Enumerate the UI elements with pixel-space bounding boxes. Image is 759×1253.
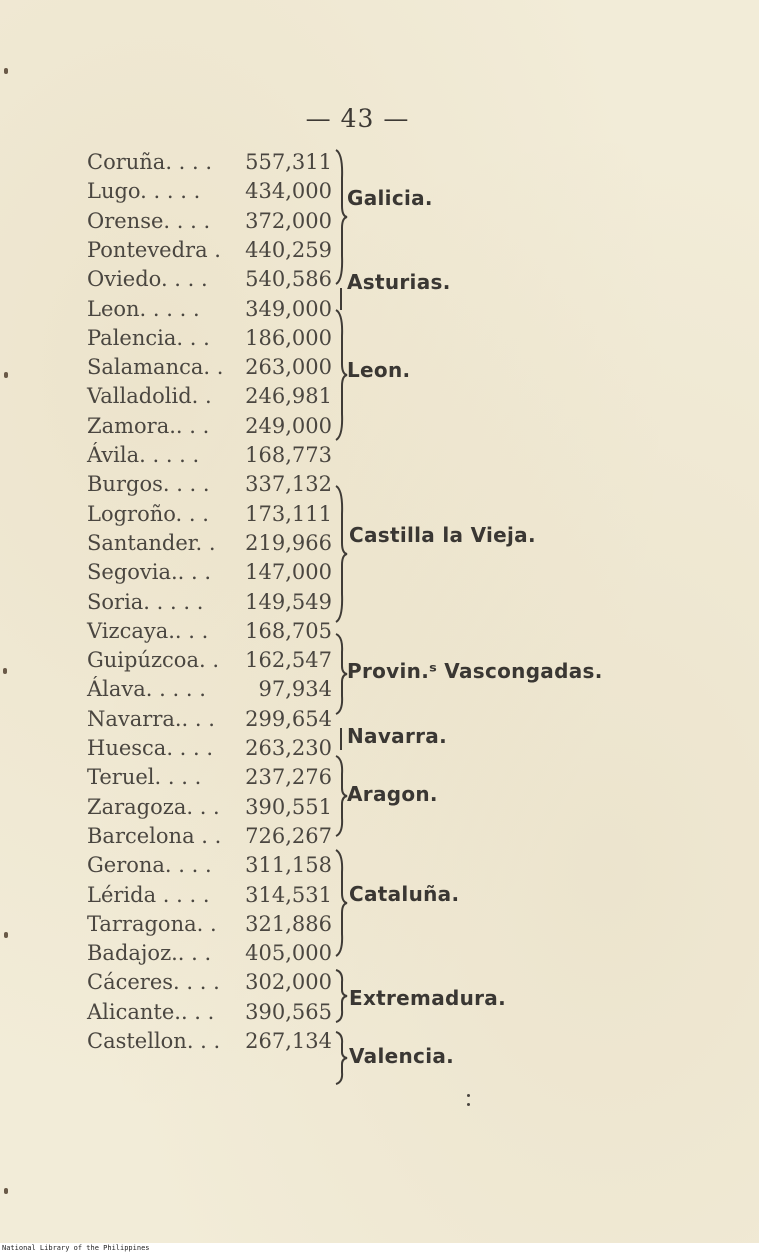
province-name: Castellon. . .	[87, 1029, 221, 1053]
province-name: Zamora.. . .	[87, 414, 210, 438]
population-value: 237,276	[245, 765, 332, 789]
province-name: Lérida . . . .	[87, 883, 210, 907]
population-value: 349,000	[245, 297, 332, 321]
population-value: 162,547	[245, 648, 332, 672]
province-name: Barcelona . .	[87, 824, 222, 848]
province-name: Leon. . . . .	[87, 297, 200, 321]
population-value: 726,267	[245, 824, 332, 848]
province-name: Palencia. . .	[87, 326, 210, 350]
population-value: 440,259	[245, 238, 332, 262]
province-name: Zaragoza. . .	[87, 795, 220, 819]
population-value: 173,111	[245, 502, 332, 526]
population-value: 168,705	[245, 619, 332, 643]
province-name: Alicante.. . .	[87, 1000, 215, 1024]
province-name: Logroño. . .	[87, 502, 209, 526]
population-value: 434,000	[245, 179, 332, 203]
province-name: Badajoz.. . .	[87, 941, 212, 965]
province-name: Soria. . . . .	[87, 590, 204, 614]
colon-mark-top	[467, 1094, 470, 1097]
region-label-aragon: Aragon.	[347, 782, 438, 806]
province-name: Huesca. . . .	[87, 736, 214, 760]
brace-vascongadas	[334, 632, 344, 716]
region-label-leon: Leon.	[347, 358, 411, 382]
region-label-valencia: Valencia.	[349, 1044, 455, 1068]
region-label-extremadura: Extremadura.	[349, 986, 506, 1010]
brace-extremadura	[334, 968, 344, 1024]
population-value: 186,000	[245, 326, 332, 350]
province-name: Ávila. . . . .	[87, 443, 200, 467]
population-value: 372,000	[245, 209, 332, 233]
brace-cataluna	[334, 848, 344, 958]
province-name: Vizcaya.. . .	[87, 619, 209, 643]
population-value: 263,230	[245, 736, 332, 760]
brace-leon	[334, 308, 344, 442]
population-value: 337,132	[245, 472, 332, 496]
region-label-vascongadas: Provin.ˢ Vascongadas.	[347, 659, 603, 683]
population-value: 219,966	[245, 531, 332, 555]
population-value: 540,586	[245, 267, 332, 291]
margin-speck	[3, 668, 7, 674]
population-value: 249,000	[245, 414, 332, 438]
population-value: 147,000	[245, 560, 332, 584]
margin-speck	[4, 68, 8, 74]
province-name: Orense. . . .	[87, 209, 211, 233]
province-name: Oviedo. . . .	[87, 267, 208, 291]
province-name: Burgos. . . .	[87, 472, 210, 496]
population-value: 168,773	[245, 443, 332, 467]
region-label-castilla: Castilla la Vieja.	[349, 523, 536, 547]
province-name: Cáceres. . . .	[87, 970, 220, 994]
margin-speck	[4, 1188, 8, 1194]
population-value: 311,158	[245, 853, 332, 877]
library-footer: National Library of the Philippines	[0, 1243, 759, 1253]
population-value: 263,000	[245, 355, 332, 379]
province-name: Lugo. . . . .	[87, 179, 201, 203]
population-value: 390,551	[245, 795, 332, 819]
brace-aragon	[334, 754, 344, 838]
margin-speck	[4, 932, 8, 938]
brace-galicia	[334, 148, 344, 286]
region-label-galicia: Galicia.	[347, 186, 433, 210]
page-number: — 43 —	[305, 104, 410, 133]
province-name: Santander. .	[87, 531, 216, 555]
brace-valencia	[334, 1030, 344, 1086]
population-value: 390,565	[245, 1000, 332, 1024]
province-name: Teruel. . . .	[87, 765, 202, 789]
population-value: 267,134	[245, 1029, 332, 1053]
province-name: Gerona. . . .	[87, 853, 212, 877]
province-name: Salamanca. .	[87, 355, 224, 379]
population-value: 405,000	[245, 941, 332, 965]
province-name: Guipúzcoa. .	[87, 648, 219, 672]
colon-mark-bottom	[467, 1103, 470, 1106]
bar-navarra	[340, 728, 342, 750]
province-name: Pontevedra .	[87, 238, 221, 262]
province-name: Coruña. . . .	[87, 150, 213, 174]
population-value: 314,531	[245, 883, 332, 907]
population-value: 321,886	[245, 912, 332, 936]
population-value: 299,654	[245, 707, 332, 731]
population-value: 246,981	[245, 384, 332, 408]
bar-asturias	[340, 288, 342, 310]
province-name: Valladolid. .	[87, 384, 212, 408]
population-value: 557,311	[245, 150, 332, 174]
region-label-cataluna: Cataluña.	[349, 882, 460, 906]
province-name: Segovia.. . .	[87, 560, 212, 584]
region-label-navarra: Navarra.	[347, 724, 447, 748]
province-name: Tarragona. .	[87, 912, 217, 936]
population-value: 302,000	[245, 970, 332, 994]
province-name: Álava. . . . .	[87, 677, 206, 701]
province-name: Navarra.. . .	[87, 707, 215, 731]
margin-speck	[4, 372, 8, 378]
population-value: 97,934	[258, 677, 332, 701]
brace-castilla	[334, 484, 344, 624]
population-value: 149,549	[245, 590, 332, 614]
region-label-asturias: Asturias.	[347, 270, 451, 294]
